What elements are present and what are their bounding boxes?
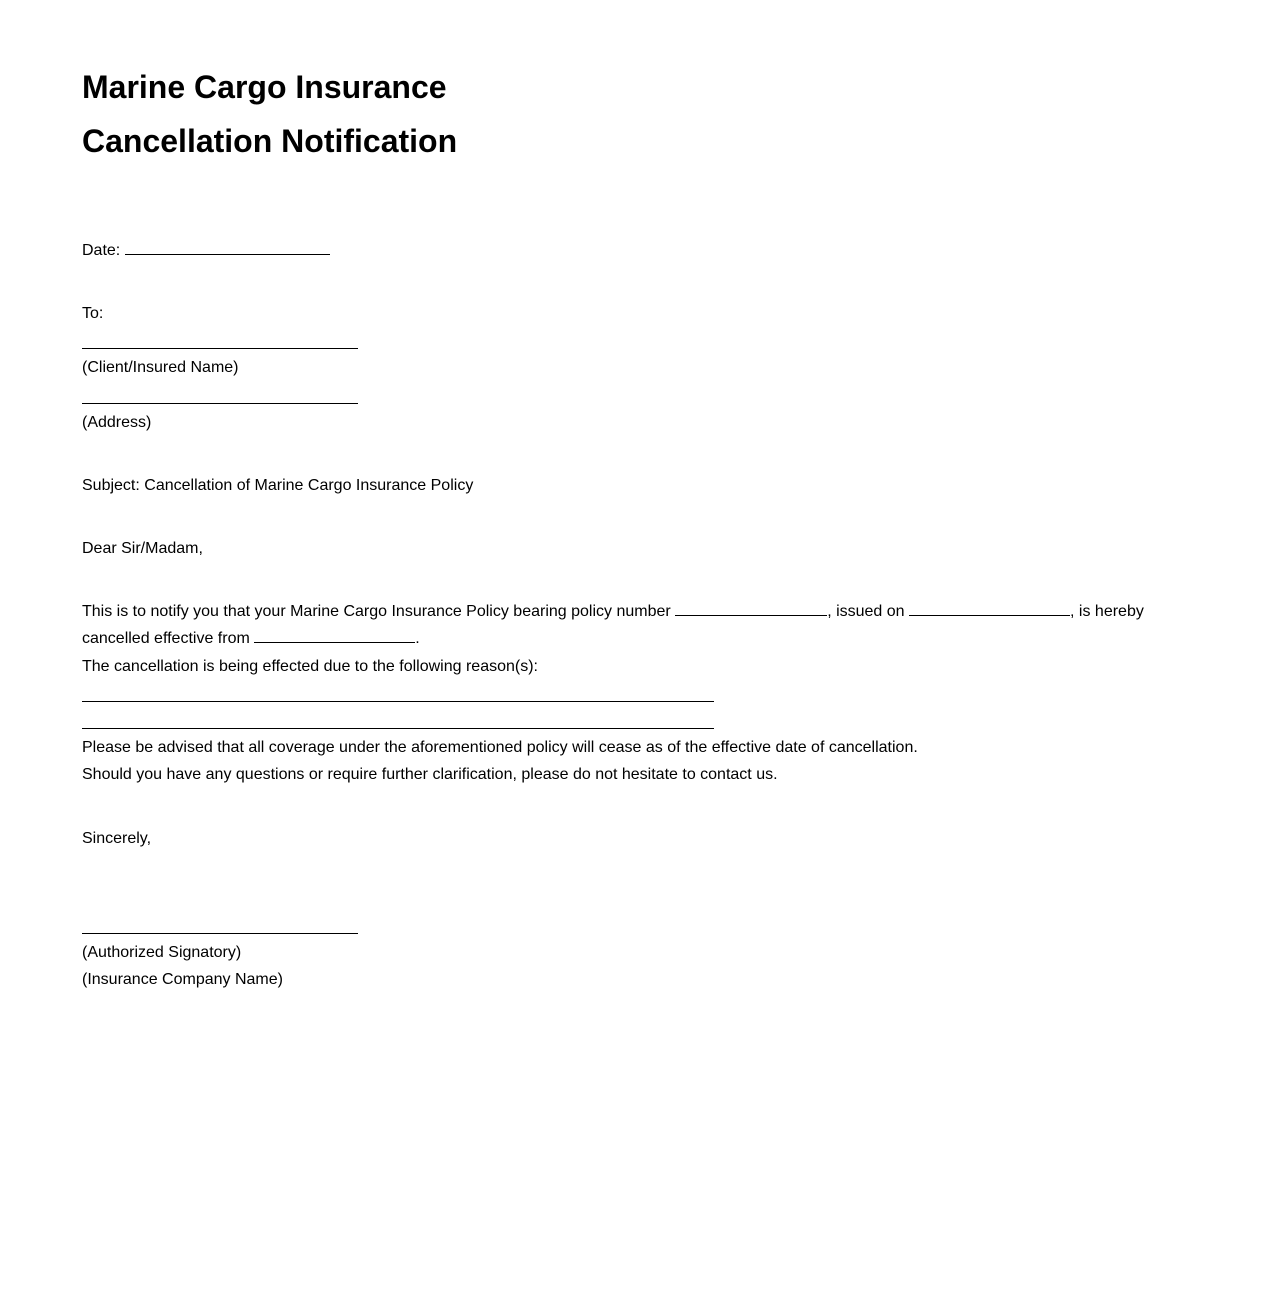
date-line (82, 237, 330, 264)
date-label: Date: (82, 242, 121, 259)
effective-date-field[interactable] (254, 628, 415, 643)
address-label: (Address) (82, 414, 152, 431)
company-label: (Insurance Company Name) (82, 971, 283, 988)
body-paragraph-1-line-2: cancelled effective from . (82, 630, 420, 647)
salutation: Dear Sir/Madam, (82, 540, 203, 557)
body-paragraph-1-line-1: This is to notify you that your Marine Cargo Insurance Policy bearing policy number , issued on , is hereby (82, 603, 1144, 620)
reason-field-1[interactable] (82, 701, 714, 702)
signatory-label: (Authorized Signatory) (82, 944, 242, 961)
reason-intro: The cancellation is being effected due to the following reason(s): (82, 658, 538, 675)
to-label: To: (82, 305, 104, 322)
client-name-label: (Client/Insured Name) (82, 359, 239, 376)
body-paragraph-2: Please be advised that all coverage under the aforementioned policy will cease as of the effective date of cancellation. (82, 739, 918, 756)
subject-line: Subject: Cancellation of Marine Cargo Insurance Policy (82, 477, 474, 494)
reason-field-2[interactable] (82, 728, 714, 729)
date-field[interactable] (125, 240, 330, 255)
issue-date-field[interactable] (909, 601, 1070, 616)
title-line-2: Cancellation Notification (82, 123, 458, 159)
client-name-field[interactable] (82, 348, 358, 349)
title-line-1: Marine Cargo Insurance (82, 69, 447, 105)
signature-field[interactable] (82, 933, 358, 934)
policy-number-field[interactable] (675, 601, 827, 616)
address-field[interactable] (82, 403, 358, 404)
document-title (82, 60, 682, 168)
body-paragraph-3: Should you have any questions or require further clarification, please do not hesitate to contact us. (82, 766, 778, 783)
closing: Sincerely, (82, 830, 152, 847)
